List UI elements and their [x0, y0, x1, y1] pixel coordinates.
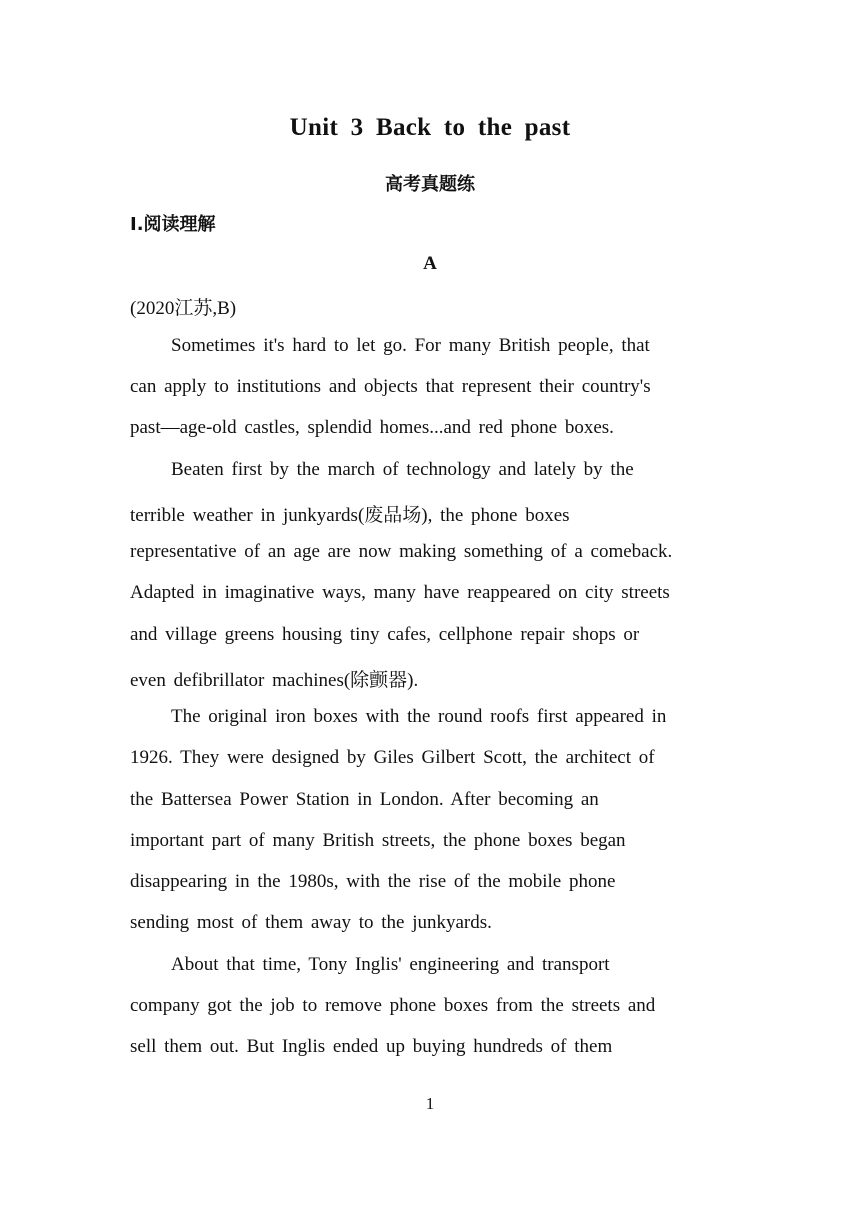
- passage-source: (2020江苏,B): [130, 298, 237, 319]
- section-heading: Ⅰ.阅读理解: [130, 214, 216, 235]
- text-line: representative of an age are now making something of a comeback.: [130, 541, 673, 562]
- text-line: sending most of them away to the junkyards.: [130, 912, 492, 933]
- text-line: sell them out. But Inglis ended up buying hundreds of them: [130, 1036, 613, 1057]
- text-line: About that time, Tony Inglis' engineering and transport: [171, 954, 610, 975]
- text-line: past—age-old castles, splendid homes...and red phone boxes.: [130, 417, 614, 438]
- text-line: important part of many British streets, the phone boxes began: [130, 830, 626, 851]
- page-number: 1: [425, 1094, 435, 1113]
- text-line: 1926. They were designed by Giles Gilbert Scott, the architect of: [130, 747, 655, 768]
- page-subtitle: 高考真题练: [385, 174, 475, 195]
- text-line: disappearing in the 1980s, with the rise of the mobile phone: [130, 871, 616, 892]
- text-line: Adapted in imaginative ways, many have reappeared on city streets: [130, 582, 670, 603]
- passage-label: A: [423, 253, 437, 274]
- text-line: company got the job to remove phone boxes from the streets and: [130, 995, 656, 1016]
- text-line: terrible weather in junkyards(废品场), the phone boxes: [130, 505, 570, 526]
- text-line: and village greens housing tiny cafes, cellphone repair shops or: [130, 624, 640, 645]
- text-line: even defibrillator machines(除颤器).: [130, 670, 419, 691]
- text-line: Beaten first by the march of technology and lately by the: [171, 459, 634, 480]
- text-line: can apply to institutions and objects that represent their country's: [130, 376, 651, 397]
- text-line: the Battersea Power Station in London. After becoming an: [130, 789, 599, 810]
- page-title: Unit 3 Back to the past: [289, 114, 571, 141]
- text-line: The original iron boxes with the round roofs first appeared in: [171, 706, 667, 727]
- text-line: Sometimes it's hard to let go. For many British people, that: [171, 335, 650, 356]
